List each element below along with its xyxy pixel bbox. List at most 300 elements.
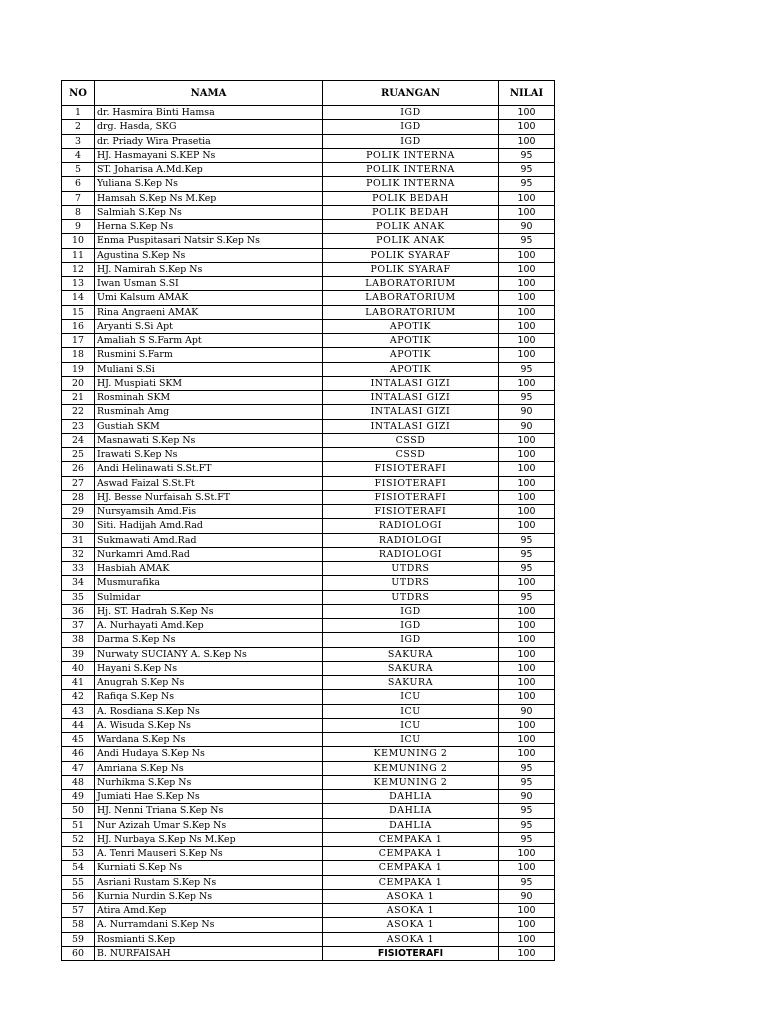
row-score: 100 <box>499 647 555 661</box>
row-number: 43 <box>62 704 95 718</box>
row-room: ICU <box>323 690 499 704</box>
table-row <box>62 775 555 789</box>
row-name: dr. Hasmira Binti Hamsa <box>95 106 323 120</box>
row-name: Asriani Rustam S.Kep Ns <box>95 875 323 889</box>
row-number: 37 <box>62 619 95 633</box>
row-room: APOTIK <box>323 362 499 376</box>
table-row <box>62 519 555 533</box>
row-room: INTALASI GIZI <box>323 405 499 419</box>
row-number: 58 <box>62 918 95 932</box>
row-room: FISIOTERAFI <box>323 462 499 476</box>
row-score: 100 <box>499 134 555 148</box>
row-name: Nurhikma S.Kep Ns <box>95 775 323 789</box>
row-room: POLIK ANAK <box>323 234 499 248</box>
row-score: 100 <box>499 861 555 875</box>
row-room: CEMPAKA 1 <box>323 832 499 846</box>
row-score: 95 <box>499 818 555 832</box>
row-number: 12 <box>62 262 95 276</box>
row-number: 16 <box>62 319 95 333</box>
table-row <box>62 291 555 305</box>
row-score: 100 <box>499 661 555 675</box>
table-row <box>62 319 555 333</box>
row-name: B. NURFAISAH <box>95 946 323 960</box>
row-name: A. Rosdiana S.Kep Ns <box>95 704 323 718</box>
row-score: 95 <box>499 832 555 846</box>
row-room: ICU <box>323 704 499 718</box>
row-room: POLIK SYARAF <box>323 262 499 276</box>
row-score: 100 <box>499 291 555 305</box>
row-score: 100 <box>499 633 555 647</box>
row-number: 60 <box>62 946 95 960</box>
row-score: 100 <box>499 690 555 704</box>
row-room: DAHLIA <box>323 804 499 818</box>
row-name: ST. Joharisa A.Md.Kep <box>95 163 323 177</box>
row-number: 20 <box>62 376 95 390</box>
row-score: 100 <box>499 191 555 205</box>
table-row <box>62 376 555 390</box>
row-room: APOTIK <box>323 334 499 348</box>
row-name: A. Wisuda S.Kep Ns <box>95 718 323 732</box>
row-score: 95 <box>499 163 555 177</box>
row-room: POLIK INTERNA <box>323 177 499 191</box>
table-row <box>62 348 555 362</box>
row-room: POLIK ANAK <box>323 220 499 234</box>
table-row <box>62 205 555 219</box>
row-number: 8 <box>62 205 95 219</box>
row-name: Andi Hudaya S.Kep Ns <box>95 747 323 761</box>
row-score: 95 <box>499 562 555 576</box>
table-row <box>62 647 555 661</box>
row-name: A. Nurramdani S.Kep Ns <box>95 918 323 932</box>
header-row <box>62 81 555 106</box>
table-row <box>62 220 555 234</box>
row-name: HJ. Namirah S.Kep Ns <box>95 262 323 276</box>
row-name: Hj. ST. Hadrah S.Kep Ns <box>95 604 323 618</box>
table-row <box>62 362 555 376</box>
row-name: Nurkamri Amd.Rad <box>95 547 323 561</box>
row-name: Aswad Faizal S.St.Ft <box>95 476 323 490</box>
table-row <box>62 904 555 918</box>
row-room: CEMPAKA 1 <box>323 847 499 861</box>
row-room: RADIOLOGI <box>323 519 499 533</box>
row-room: UTDRS <box>323 590 499 604</box>
row-number: 56 <box>62 889 95 903</box>
table-row <box>62 818 555 832</box>
row-room: KEMUNING 2 <box>323 775 499 789</box>
row-number: 53 <box>62 847 95 861</box>
row-room: APOTIK <box>323 348 499 362</box>
row-number: 6 <box>62 177 95 191</box>
row-name: Umi Kalsum AMAK <box>95 291 323 305</box>
row-room: UTDRS <box>323 562 499 576</box>
row-name: Jumiati Hae S.Kep Ns <box>95 790 323 804</box>
header-no: NO <box>62 81 95 106</box>
row-room: SAKURA <box>323 676 499 690</box>
row-score: 100 <box>499 519 555 533</box>
table-row <box>62 847 555 861</box>
row-score: 100 <box>499 847 555 861</box>
row-score: 100 <box>499 604 555 618</box>
row-name: Hayani S.Kep Ns <box>95 661 323 675</box>
table-row <box>62 932 555 946</box>
row-name: Iwan Usman S.SI <box>95 277 323 291</box>
row-number: 48 <box>62 775 95 789</box>
row-name: Nur Azizah Umar S.Kep Ns <box>95 818 323 832</box>
row-room: INTALASI GIZI <box>323 376 499 390</box>
row-room: CEMPAKA 1 <box>323 861 499 875</box>
row-name: HJ. Nurbaya S.Kep Ns M.Kep <box>95 832 323 846</box>
row-score: 95 <box>499 148 555 162</box>
table-row <box>62 889 555 903</box>
row-score: 100 <box>499 490 555 504</box>
row-number: 7 <box>62 191 95 205</box>
row-room: INTALASI GIZI <box>323 391 499 405</box>
row-name: Yuliana S.Kep Ns <box>95 177 323 191</box>
row-number: 29 <box>62 505 95 519</box>
row-name: Gustiah SKM <box>95 419 323 433</box>
row-number: 50 <box>62 804 95 818</box>
table-row <box>62 790 555 804</box>
row-name: A. Nurhayati Amd.Kep <box>95 619 323 633</box>
row-room: FISIOTERAFI <box>323 505 499 519</box>
row-score: 90 <box>499 419 555 433</box>
row-room: POLIK INTERNA <box>323 148 499 162</box>
row-score: 100 <box>499 505 555 519</box>
row-score: 100 <box>499 448 555 462</box>
row-room: CSSD <box>323 433 499 447</box>
row-score: 100 <box>499 248 555 262</box>
row-score: 100 <box>499 348 555 362</box>
row-number: 3 <box>62 134 95 148</box>
row-score: 100 <box>499 676 555 690</box>
table-body <box>62 106 555 961</box>
row-room: ICU <box>323 718 499 732</box>
row-score: 100 <box>499 718 555 732</box>
table-row <box>62 448 555 462</box>
row-score: 100 <box>499 918 555 932</box>
row-score: 90 <box>499 220 555 234</box>
table-header <box>62 81 555 106</box>
row-score: 90 <box>499 704 555 718</box>
table-row <box>62 462 555 476</box>
row-room: CSSD <box>323 448 499 462</box>
table-row <box>62 334 555 348</box>
row-name: Aryanti S.Si Apt <box>95 319 323 333</box>
row-name: Siti. Hadijah Amd.Rad <box>95 519 323 533</box>
table-row <box>62 277 555 291</box>
row-number: 23 <box>62 419 95 433</box>
row-room: IGD <box>323 106 499 120</box>
row-number: 35 <box>62 590 95 604</box>
row-name: Rafiqa S.Kep Ns <box>95 690 323 704</box>
row-room: DAHLIA <box>323 818 499 832</box>
table-row <box>62 476 555 490</box>
row-score: 95 <box>499 177 555 191</box>
table-row <box>62 134 555 148</box>
row-score: 90 <box>499 790 555 804</box>
row-score: 100 <box>499 476 555 490</box>
row-number: 26 <box>62 462 95 476</box>
row-score: 100 <box>499 376 555 390</box>
table-row <box>62 747 555 761</box>
row-name: Hasbiah AMAK <box>95 562 323 576</box>
row-score: 100 <box>499 106 555 120</box>
row-score: 100 <box>499 946 555 960</box>
row-name: Hamsah S.Kep Ns M.Kep <box>95 191 323 205</box>
table-row <box>62 861 555 875</box>
row-room: IGD <box>323 619 499 633</box>
table-row <box>62 576 555 590</box>
table-row <box>62 619 555 633</box>
table-row <box>62 733 555 747</box>
row-name: Salmiah S.Kep Ns <box>95 205 323 219</box>
row-number: 55 <box>62 875 95 889</box>
row-name: Kurniati S.Kep Ns <box>95 861 323 875</box>
row-room: APOTIK <box>323 319 499 333</box>
row-room: FISIOTERAFI <box>323 946 499 960</box>
table-row <box>62 163 555 177</box>
row-name: Wardana S.Kep Ns <box>95 733 323 747</box>
row-name: Andi Helinawati S.St.FT <box>95 462 323 476</box>
header-ruangan: RUANGAN <box>323 81 499 106</box>
row-number: 57 <box>62 904 95 918</box>
row-number: 5 <box>62 163 95 177</box>
row-score: 100 <box>499 932 555 946</box>
row-name: Enma Puspitasari Natsir S.Kep Ns <box>95 234 323 248</box>
row-score: 100 <box>499 462 555 476</box>
table-row <box>62 191 555 205</box>
table-row <box>62 704 555 718</box>
row-name: Anugrah S.Kep Ns <box>95 676 323 690</box>
row-room: ASOKA 1 <box>323 904 499 918</box>
row-room: ASOKA 1 <box>323 918 499 932</box>
row-name: Amriana S.Kep Ns <box>95 761 323 775</box>
row-number: 45 <box>62 733 95 747</box>
row-score: 90 <box>499 889 555 903</box>
row-score: 95 <box>499 775 555 789</box>
row-name: Muliani S.Si <box>95 362 323 376</box>
row-score: 95 <box>499 590 555 604</box>
row-room: SAKURA <box>323 647 499 661</box>
row-name: HJ. Nenni Triana S.Kep Ns <box>95 804 323 818</box>
row-number: 15 <box>62 305 95 319</box>
row-name: Atira Amd.Kep <box>95 904 323 918</box>
row-name: Kurnia Nurdin S.Kep Ns <box>95 889 323 903</box>
table-row <box>62 547 555 561</box>
row-room: CEMPAKA 1 <box>323 875 499 889</box>
header-nama: NAMA <box>95 81 323 106</box>
row-number: 54 <box>62 861 95 875</box>
row-room: POLIK INTERNA <box>323 163 499 177</box>
row-number: 34 <box>62 576 95 590</box>
row-number: 9 <box>62 220 95 234</box>
row-room: KEMUNING 2 <box>323 761 499 775</box>
row-score: 100 <box>499 334 555 348</box>
row-number: 13 <box>62 277 95 291</box>
table-row <box>62 505 555 519</box>
table-row <box>62 661 555 675</box>
table-row <box>62 248 555 262</box>
row-number: 28 <box>62 490 95 504</box>
table-row <box>62 875 555 889</box>
row-number: 10 <box>62 234 95 248</box>
table-row <box>62 148 555 162</box>
row-name: Rusmini S.Farm <box>95 348 323 362</box>
table-row <box>62 106 555 120</box>
row-number: 2 <box>62 120 95 134</box>
row-number: 17 <box>62 334 95 348</box>
table-row <box>62 832 555 846</box>
table-row <box>62 234 555 248</box>
row-number: 4 <box>62 148 95 162</box>
row-room: ICU <box>323 733 499 747</box>
row-score: 100 <box>499 433 555 447</box>
row-number: 14 <box>62 291 95 305</box>
row-room: POLIK SYARAF <box>323 248 499 262</box>
row-name: Nurwaty SUCIANY A. S.Kep Ns <box>95 647 323 661</box>
row-room: LABORATORIUM <box>323 305 499 319</box>
header-nilai: NILAI <box>499 81 555 106</box>
row-score: 100 <box>499 205 555 219</box>
row-score: 100 <box>499 733 555 747</box>
row-number: 46 <box>62 747 95 761</box>
row-number: 41 <box>62 676 95 690</box>
row-score: 95 <box>499 362 555 376</box>
row-number: 59 <box>62 932 95 946</box>
table-row <box>62 120 555 134</box>
row-number: 31 <box>62 533 95 547</box>
row-name: A. Tenri Mauseri S.Kep Ns <box>95 847 323 861</box>
row-name: Rosminah SKM <box>95 391 323 405</box>
row-number: 47 <box>62 761 95 775</box>
row-score: 95 <box>499 875 555 889</box>
row-score: 100 <box>499 305 555 319</box>
row-name: Sulmidar <box>95 590 323 604</box>
table-row <box>62 718 555 732</box>
row-name: Agustina S.Kep Ns <box>95 248 323 262</box>
table-row <box>62 177 555 191</box>
row-number: 40 <box>62 661 95 675</box>
row-name: Herna S.Kep Ns <box>95 220 323 234</box>
row-score: 90 <box>499 405 555 419</box>
table-row <box>62 533 555 547</box>
row-number: 49 <box>62 790 95 804</box>
table-row <box>62 433 555 447</box>
row-name: Masnawati S.Kep Ns <box>95 433 323 447</box>
row-name: HJ. Muspiati SKM <box>95 376 323 390</box>
row-room: POLIK BEDAH <box>323 191 499 205</box>
row-name: Nursyamsih Amd.Fis <box>95 505 323 519</box>
table-row <box>62 391 555 405</box>
table-row <box>62 676 555 690</box>
table-row <box>62 633 555 647</box>
row-score: 100 <box>499 319 555 333</box>
row-room: LABORATORIUM <box>323 277 499 291</box>
row-number: 18 <box>62 348 95 362</box>
row-number: 32 <box>62 547 95 561</box>
row-number: 1 <box>62 106 95 120</box>
row-name: Rosmianti S.Kep <box>95 932 323 946</box>
row-score: 100 <box>499 619 555 633</box>
staff-score-table <box>61 80 555 961</box>
row-name: Rina Angraeni AMAK <box>95 305 323 319</box>
row-name: HJ. Hasmayani S.KEP Ns <box>95 148 323 162</box>
table-row <box>62 946 555 960</box>
table-row <box>62 490 555 504</box>
row-score: 95 <box>499 547 555 561</box>
row-number: 52 <box>62 832 95 846</box>
row-room: FISIOTERAFI <box>323 476 499 490</box>
row-room: IGD <box>323 604 499 618</box>
row-number: 21 <box>62 391 95 405</box>
row-score: 100 <box>499 576 555 590</box>
row-room: FISIOTERAFI <box>323 490 499 504</box>
row-room: SAKURA <box>323 661 499 675</box>
row-number: 33 <box>62 562 95 576</box>
row-score: 100 <box>499 904 555 918</box>
row-name: dr. Priady Wira Prasetia <box>95 134 323 148</box>
row-number: 38 <box>62 633 95 647</box>
row-name: HJ. Besse Nurfaisah S.St.FT <box>95 490 323 504</box>
row-score: 100 <box>499 747 555 761</box>
row-number: 11 <box>62 248 95 262</box>
table-row <box>62 761 555 775</box>
table-row <box>62 262 555 276</box>
row-number: 42 <box>62 690 95 704</box>
row-name: Sukmawati Amd.Rad <box>95 533 323 547</box>
row-number: 44 <box>62 718 95 732</box>
table-row <box>62 405 555 419</box>
table-row <box>62 419 555 433</box>
row-number: 27 <box>62 476 95 490</box>
table-row <box>62 590 555 604</box>
row-name: Irawati S.Kep Ns <box>95 448 323 462</box>
row-score: 95 <box>499 391 555 405</box>
table-row <box>62 804 555 818</box>
row-room: KEMUNING 2 <box>323 747 499 761</box>
row-number: 22 <box>62 405 95 419</box>
row-room: POLIK BEDAH <box>323 205 499 219</box>
row-room: INTALASI GIZI <box>323 419 499 433</box>
row-room: ASOKA 1 <box>323 889 499 903</box>
row-number: 39 <box>62 647 95 661</box>
row-room: DAHLIA <box>323 790 499 804</box>
row-room: RADIOLOGI <box>323 547 499 561</box>
row-room: IGD <box>323 633 499 647</box>
row-number: 30 <box>62 519 95 533</box>
row-name: Amaliah S S.Farm Apt <box>95 334 323 348</box>
table-row <box>62 604 555 618</box>
row-number: 51 <box>62 818 95 832</box>
row-name: Darma S.Kep Ns <box>95 633 323 647</box>
row-score: 100 <box>499 277 555 291</box>
row-number: 24 <box>62 433 95 447</box>
table-row <box>62 918 555 932</box>
row-number: 19 <box>62 362 95 376</box>
row-name: drg. Hasda, SKG <box>95 120 323 134</box>
row-room: UTDRS <box>323 576 499 590</box>
row-score: 95 <box>499 804 555 818</box>
table-row <box>62 690 555 704</box>
row-name: Musmurafika <box>95 576 323 590</box>
row-score: 95 <box>499 234 555 248</box>
row-score: 95 <box>499 761 555 775</box>
row-room: IGD <box>323 120 499 134</box>
table-row <box>62 305 555 319</box>
row-number: 36 <box>62 604 95 618</box>
row-room: ASOKA 1 <box>323 932 499 946</box>
row-score: 95 <box>499 533 555 547</box>
